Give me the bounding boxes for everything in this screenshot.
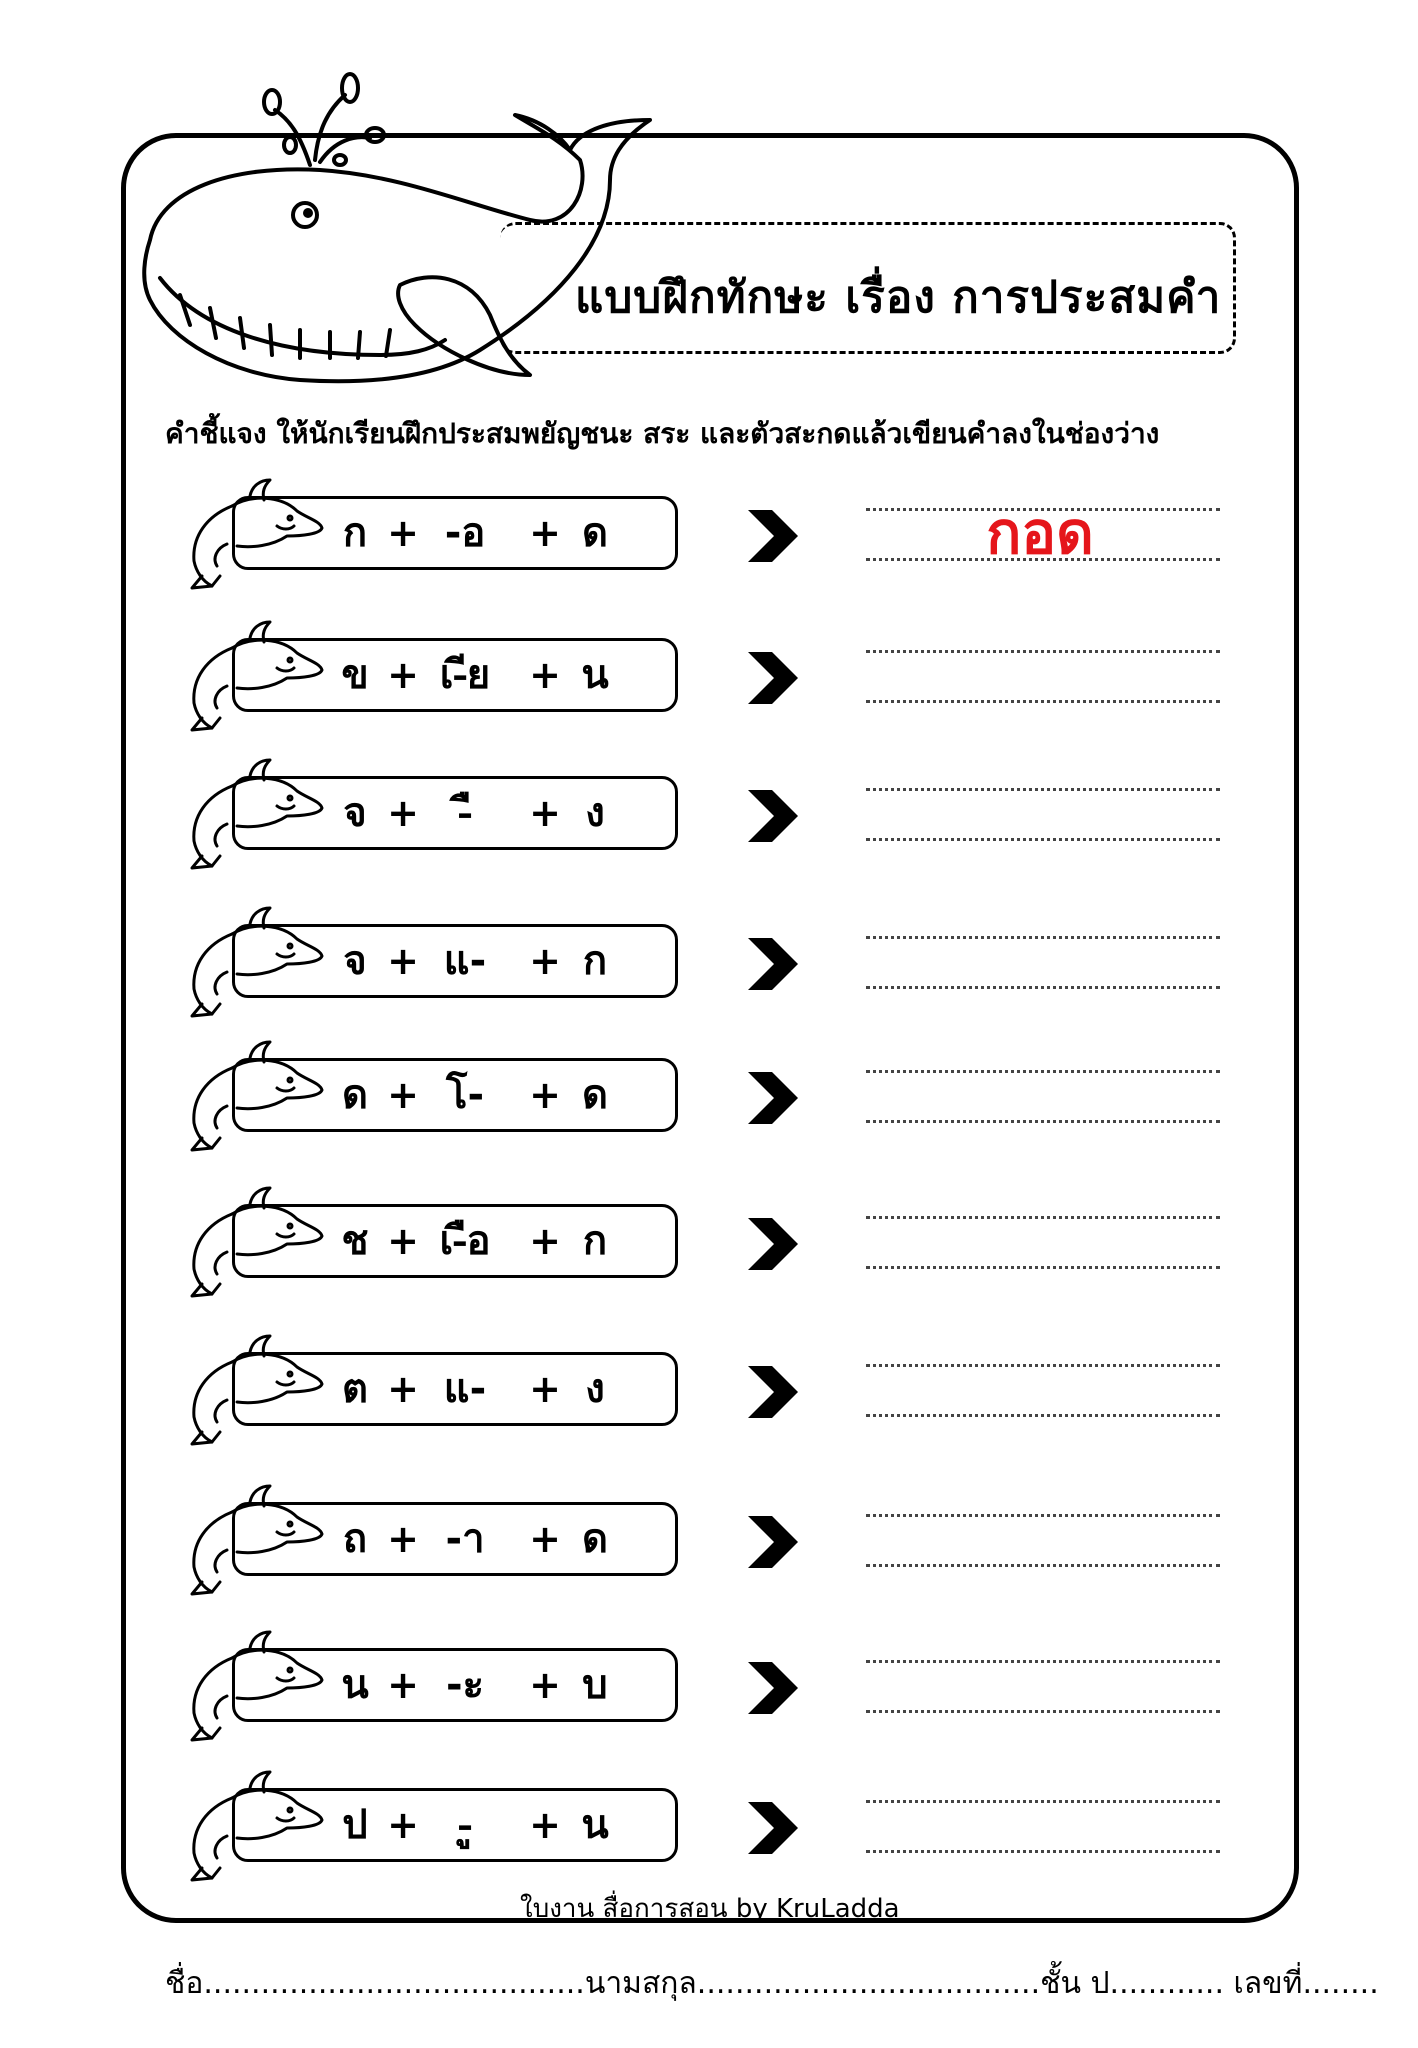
final-consonant: น: [581, 652, 609, 698]
answer-field[interactable]: กอด: [986, 499, 1094, 567]
answer-line: [866, 1660, 1220, 1663]
plus-sign: +: [387, 511, 419, 555]
vowel: -า: [445, 1516, 485, 1562]
answer-line: [866, 1266, 1220, 1269]
plus-sign: +: [387, 1219, 419, 1263]
consonant: จ: [343, 790, 367, 836]
answer-line: [866, 700, 1220, 703]
final-consonant: น: [581, 1802, 609, 1848]
worksheet-title: แบบฝึกทักษะ เรื่อง การประสมคำ: [575, 272, 1222, 323]
plus-sign: +: [529, 1803, 561, 1847]
final-consonant: ง: [585, 790, 605, 836]
answer-line: [866, 986, 1220, 989]
chevron-right-icon: [742, 1658, 802, 1718]
answer-line: [866, 838, 1220, 841]
plus-sign: +: [529, 653, 561, 697]
credit-text: ใบงาน สื่อการสอน by KruLadda: [520, 1894, 900, 1924]
plus-sign: +: [387, 1367, 419, 1411]
chevron-right-icon: [742, 1214, 802, 1274]
instructions: คำชี้แจง ให้นักเรียนฝึกประสมพยัญชนะ สระ และตัวสะกดแล้วเขียนคำลงในช่องว่าง: [165, 417, 1160, 450]
exercise-row: [0, 478, 1418, 616]
consonant: ช: [341, 1218, 369, 1264]
vowel: โ-: [445, 1072, 485, 1118]
exercise-row: [0, 1630, 1418, 1768]
plus-sign: +: [529, 1073, 561, 1117]
chevron-right-icon: [742, 1512, 802, 1572]
answer-line: [866, 1800, 1220, 1803]
answer-line: [866, 1414, 1220, 1417]
consonant: ถ: [342, 1516, 368, 1562]
plus-sign: +: [529, 1517, 561, 1561]
plus-sign: +: [387, 939, 419, 983]
answer-line: [866, 1120, 1220, 1123]
plus-sign: +: [387, 1517, 419, 1561]
plus-sign: +: [529, 1219, 561, 1263]
final-consonant: ด: [582, 510, 608, 556]
chevron-right-icon: [742, 648, 802, 708]
exercise-row: [0, 1484, 1418, 1622]
vowel: -ื: [458, 790, 472, 836]
final-consonant: ก: [582, 938, 608, 984]
answer-line: [866, 1850, 1220, 1853]
consonant: จ: [343, 938, 367, 984]
student-info-line[interactable]: ชื่อ........................................นามสกุล....................................ชั้น ป............ เลขที่........: [165, 1966, 1379, 2001]
chevron-right-icon: [742, 506, 802, 566]
chevron-right-icon: [742, 1798, 802, 1858]
consonant: ป: [342, 1802, 368, 1848]
vowel: -ู: [458, 1802, 472, 1848]
answer-line: [866, 1564, 1220, 1567]
vowel: แ-: [443, 1366, 487, 1412]
answer-line: [866, 1710, 1220, 1713]
vowel: -อ: [444, 510, 486, 556]
answer-line: [866, 1070, 1220, 1073]
answer-line: [866, 936, 1220, 939]
plus-sign: +: [387, 1663, 419, 1707]
final-consonant: ด: [582, 1516, 608, 1562]
final-consonant: ด: [582, 1072, 608, 1118]
vowel: เ-ีย: [439, 652, 491, 698]
exercise-row: [0, 906, 1418, 1044]
chevron-right-icon: [742, 786, 802, 846]
answer-line: [866, 1514, 1220, 1517]
consonant: น: [341, 1662, 369, 1708]
vowel: เ-ือ: [439, 1218, 491, 1264]
plus-sign: +: [387, 1073, 419, 1117]
answer-line: [866, 1216, 1220, 1219]
chevron-right-icon: [742, 934, 802, 994]
answer-line: [866, 1364, 1220, 1367]
answer-line: [866, 650, 1220, 653]
vowel: แ-: [443, 938, 487, 984]
plus-sign: +: [529, 511, 561, 555]
plus-sign: +: [529, 1663, 561, 1707]
exercise-row: [0, 1186, 1418, 1324]
plus-sign: +: [529, 939, 561, 983]
consonant: ก: [342, 510, 368, 556]
final-consonant: ก: [582, 1218, 608, 1264]
exercise-row: [0, 1040, 1418, 1178]
plus-sign: +: [387, 653, 419, 697]
exercise-row: [0, 1334, 1418, 1472]
chevron-right-icon: [742, 1068, 802, 1128]
plus-sign: +: [387, 1803, 419, 1847]
vowel: -ะ: [445, 1662, 485, 1708]
plus-sign: +: [529, 1367, 561, 1411]
plus-sign: +: [529, 791, 561, 835]
plus-sign: +: [387, 791, 419, 835]
exercise-row: [0, 758, 1418, 896]
consonant: ด: [342, 1072, 368, 1118]
exercise-row: [0, 620, 1418, 758]
consonant: ข: [341, 652, 369, 698]
chevron-right-icon: [742, 1362, 802, 1422]
answer-line: [866, 788, 1220, 791]
consonant: ต: [342, 1366, 368, 1412]
final-consonant: ง: [585, 1366, 605, 1412]
final-consonant: บ: [582, 1662, 608, 1708]
